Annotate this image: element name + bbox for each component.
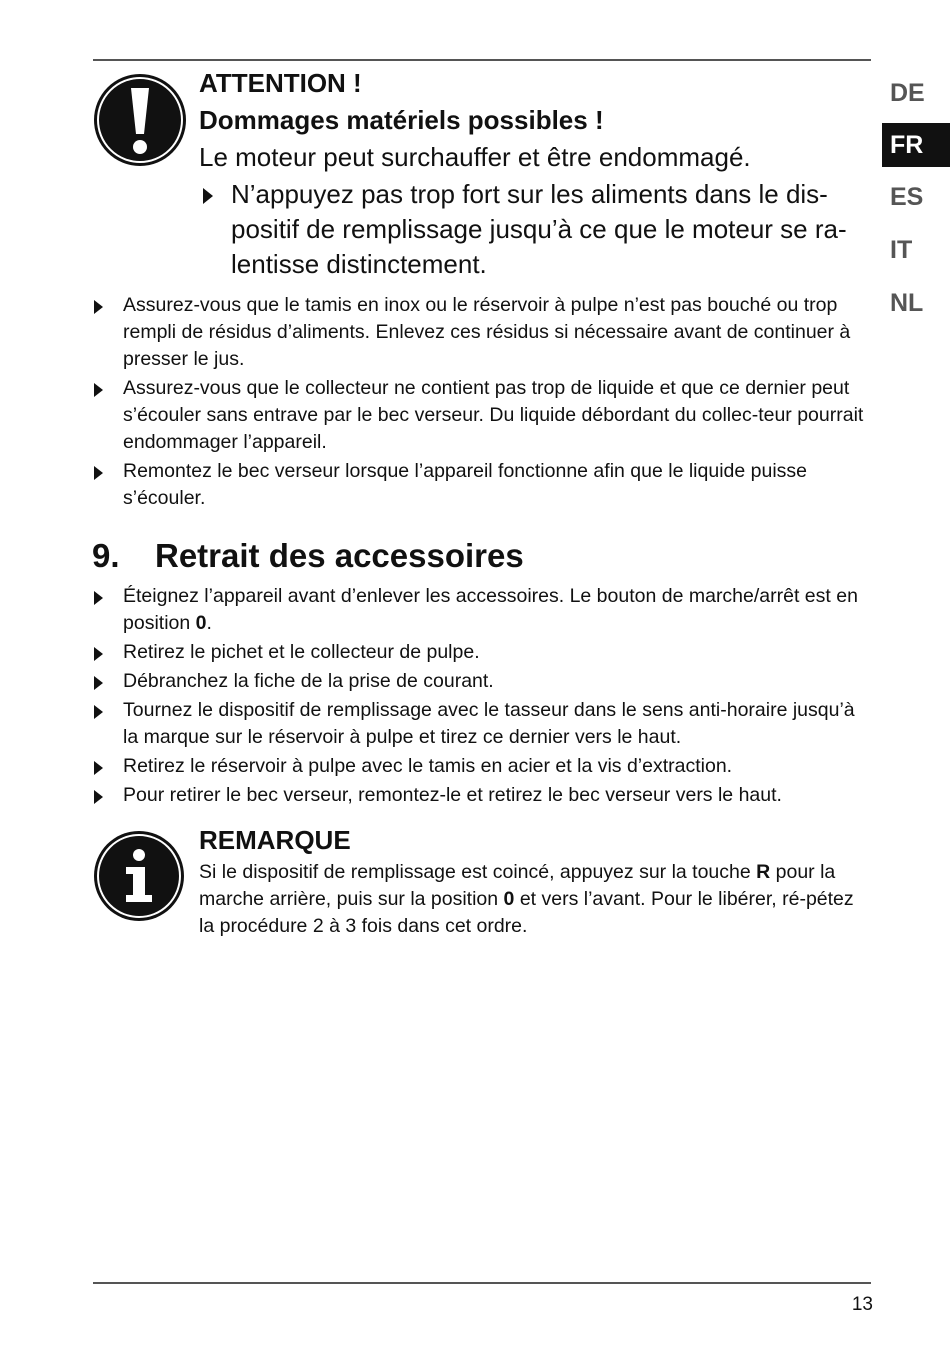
warning-subtitle: Dommages matériels possibles ! <box>199 105 604 135</box>
remark-text-part: et vers l’avant. Pour le libérer, ré-pétez la procédure 2 à 3 fois dans cet ordre. <box>199 888 854 937</box>
bullet-arrow-icon <box>94 383 103 397</box>
footer-rule <box>93 1282 871 1284</box>
language-tab-nl[interactable]: NL <box>890 289 924 317</box>
remark-text-part: pour la marche arrière, puis sur la position <box>199 861 836 910</box>
bullet-list-section <box>92 583 874 811</box>
section-number: 9. <box>92 537 120 574</box>
list-item-text: Tournez le dispositif de remplissage avec le tasseur dans le sens anti-horaire jusqu’à la marque sur le réservoir à pulpe et tirez ce dernier vers le haut. <box>123 699 855 748</box>
warning-text: Le moteur peut surchauffer et être endommagé. <box>199 142 751 172</box>
list-item <box>92 458 874 512</box>
list-item <box>92 697 874 751</box>
list-item <box>92 292 874 373</box>
bullet-arrow-icon <box>94 761 103 775</box>
list-item-text: Éteignez l’appareil avant d’enlever les accessoires. Le bouton de marche/arrêt est en position <box>123 585 858 634</box>
warning-bullet-line: positif de remplissage jusqu’à ce que le moteur se ra- <box>231 214 847 244</box>
list-item-text: Débranchez la fiche de la prise de courant. <box>123 670 494 692</box>
warning-bullet <box>199 177 859 282</box>
list-item <box>92 782 874 809</box>
remark-text-part: Si le dispositif de remplissage est coincé, appuyez sur la touche <box>199 861 757 883</box>
section-heading <box>92 535 524 577</box>
list-item <box>92 753 874 780</box>
position-key-zero: 0 <box>503 888 515 910</box>
list-item <box>92 668 874 695</box>
bullet-arrow-icon <box>94 300 103 314</box>
header-rule <box>93 59 871 61</box>
list-item <box>92 583 874 637</box>
remark-title: REMARQUE <box>199 825 351 855</box>
bullet-arrow-icon <box>203 188 213 204</box>
info-icon <box>92 829 186 923</box>
bullet-arrow-icon <box>94 466 103 480</box>
position-key-zero: 0 <box>195 612 207 634</box>
warning-bullet-line: N’appuyez pas trop fort sur les aliments dans le dis- <box>231 179 828 209</box>
bullet-arrow-icon <box>94 647 103 661</box>
list-item <box>92 639 874 666</box>
list-item-text-end: . <box>206 612 212 634</box>
key-r: R <box>756 861 771 883</box>
list-item <box>92 375 874 456</box>
bullet-arrow-icon <box>94 790 103 804</box>
list-item-text: Assurez-vous que le collecteur ne contient pas trop de liquide et que ce dernier peut s’écouler sans entrave par le bec verseur. Du liquide débordant du collec-teur pourrait endommager l’appareil. <box>123 377 864 453</box>
language-tab-it[interactable]: IT <box>890 236 913 264</box>
language-tab-es[interactable]: ES <box>890 183 924 211</box>
list-item-text: Assurez-vous que le tamis en inox ou le réservoir à pulpe n’est pas bouché ou trop rempli de résidus d’aliments. Enlevez ces résidus si nécessaire avant de continuer à presser le jus. <box>123 294 851 370</box>
bullet-arrow-icon <box>94 676 103 690</box>
language-tab-fr[interactable]: FR <box>882 123 950 167</box>
bullet-arrow-icon <box>94 591 103 605</box>
remark-text <box>199 859 871 940</box>
list-item-text: Remontez le bec verseur lorsque l’appareil fonctionne afin que le liquide puisse s’écouler. <box>123 460 807 509</box>
exclamation-icon <box>92 72 188 168</box>
page-number: 13 <box>851 1294 873 1315</box>
list-item-text: Pour retirer le bec verseur, remontez-le et retirez le bec verseur vers le haut. <box>123 784 782 806</box>
warning-bullet-line: lentisse distinctement. <box>231 249 487 279</box>
section-title: Retrait des accessoires <box>155 537 524 574</box>
list-item-text: Retirez le réservoir à pulpe avec le tamis en acier et la vis d’extraction. <box>123 755 733 777</box>
bullet-arrow-icon <box>94 705 103 719</box>
bullet-list-top <box>92 292 874 514</box>
list-item-text: Retirez le pichet et le collecteur de pulpe. <box>123 641 480 663</box>
language-tab-de[interactable]: DE <box>890 79 925 107</box>
warning-title: ATTENTION ! <box>199 68 362 98</box>
